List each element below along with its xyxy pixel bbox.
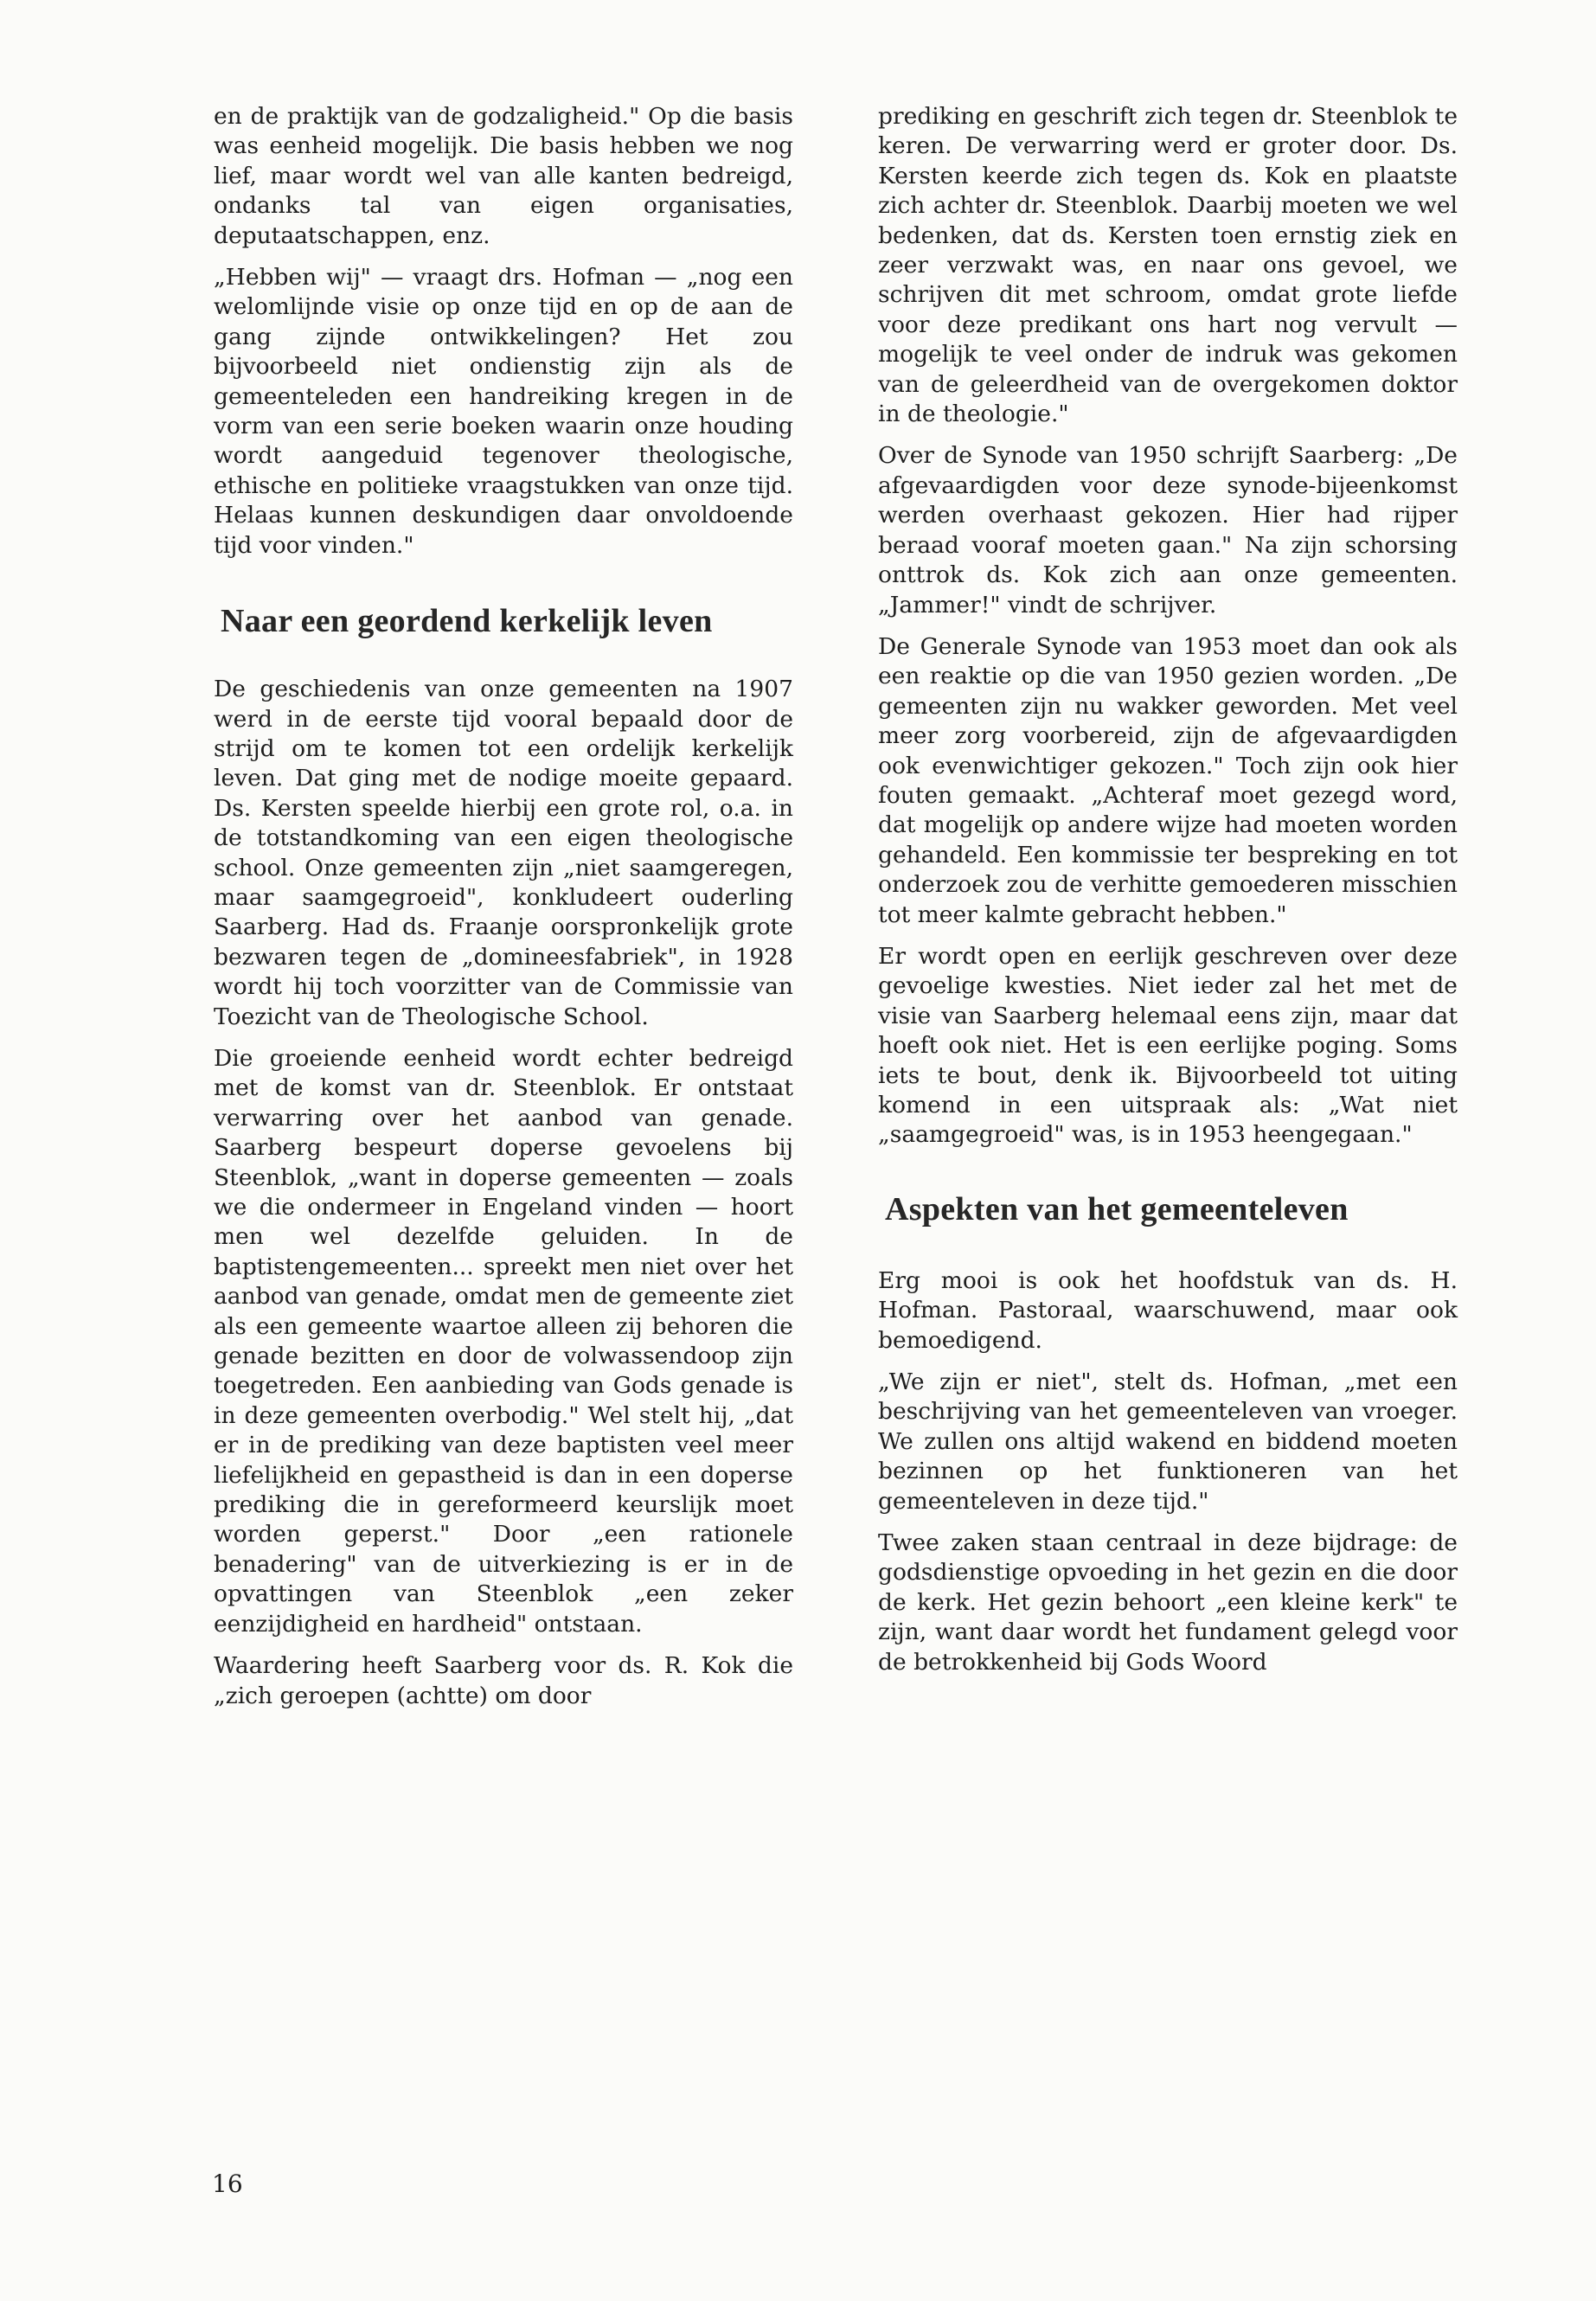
paragraph: „We zijn er niet", stelt ds. Hofman, „met een beschrijving van het gemeenteleven van vroeger. We zullen ons altijd wakend en biddend moeten bezinnen op het funktioneren van het gemeenteleven in deze tijd." — [878, 1368, 1458, 1515]
paragraph: De Generale Synode van 1953 moet dan ook als een reaktie op die van 1950 gezien worden. „De gemeenten zijn nu wakker geworden. Met veel meer zorg voorbereid, zijn de afgevaardigden ook evenwichtiger gekozen." Toch zijn ook hier fouten gemaakt. „Achteraf moet gezegd word, dat mogelijk op andere wijze had moeten worden gehandeld. Een kommissie ter bespreking en tot onderzoek zou de verhitte gemoederen misschien tot meer kalmte gebracht hebben." — [878, 632, 1458, 928]
paragraph: De geschiedenis van onze gemeenten na 1907 werd in de eerste tijd vooral bepaald door de strijd om te komen tot een ordelijk kerkelijk leven. Dat ging met de nodige moeite gepaard. Ds. Kersten speelde hierbij een grote rol, o.a. in de totstandkoming van een eigen theologische school. Onze gemeenten zijn „niet saamgeregen, maar saamgegroeid", konkludeert ouderling Saarberg. Had ds. Fraanje oorspronkelijk grote bezwaren tegen de „domineesfabriek", in 1928 wordt hij toch voorzitter van de Commissie van Toezicht van de Theologische School. — [214, 676, 793, 1030]
paragraph: Over de Synode van 1950 schrijft Saarberg: „De afgevaardigden voor deze synode-bijeenkomst werden overhaast gekozen. Hier had rijper beraad vooraf moeten gaan." Na zijn schorsing onttrok ds. Kok zich aan onze gemeenten. „Jammer!" vindt de schrijver. — [878, 442, 1458, 619]
paragraph: en de praktijk van de godzaligheid." Op die basis was eenheid mogelijk. Die basis hebben we nog lief, maar wordt wel van alle kanten bedreigd, ondanks tal van eigen organisaties, deputaatschappen, enz. — [214, 103, 793, 249]
section-heading: Naar een geordend kerkelijk leven — [221, 603, 713, 640]
paragraph: Die groeiende eenheid wordt echter bedreigd met de komst van dr. Steenblok. Er ontstaat verwarring over het aanbod van genade. Saarberg bespeurt doperse gevoelens bij Steenblok, „want in doperse gemeenten — zoals we die ondermeer in Engeland vinden — hoort men wel dezelfde geluiden. In de baptistengemeenten... spreekt men niet over het aanbod van genade, omdat men de gemeente ziet als een gemeente waartoe alleen zij behoren die genade bezitten en door de volwassendoop zijn toegetreden. Een aanbieding van Gods genade is in deze gemeenten overbodig." Wel stelt hij, „dat er in de prediking van deze baptisten veel meer liefelijkheid en gepastheid is dan in een doperse prediking die in gereformeerd keurslijk moet worden geperst." Door „een rationele benadering" van de uitverkiezing is er in de opvattingen van Steenblok „een zeker eenzijdigheid en hardheid" ontstaan. — [214, 1044, 793, 1638]
paragraph: Er wordt open en eerlijk geschreven over deze gevoelige kwesties. Niet ieder zal het met de visie van Saarberg helemaal eens zijn, maar dat hoeft ook niet. Het is een eerlijke poging. Soms iets te bout, denk ik. Bijvoorbeeld tot uiting komend in een uitspraak als: „Wat niet „saamgegroeid" was, is in 1953 heengegaan." — [878, 942, 1458, 1149]
paragraph: „Hebben wij" — vraagt drs. Hofman — „nog een welomlijnde visie op onze tijd en op de aan de gang zijnde ontwikkelingen? Het zou bijvoorbeeld niet ondienstig zijn als de gemeenteleden een handreiking kregen in de vorm van een serie boeken waarin onze houding wordt aangeduid tegenover theologische, ethische en politieke vraagstukken van onze tijd. Helaas kunnen deskundigen daar onvoldoende tijd voor vinden." — [214, 264, 793, 559]
paragraph: Waardering heeft Saarberg voor ds. R. Kok die „zich geroepen (achtte) om door — [214, 1652, 793, 1709]
page-number: 16 — [212, 2170, 243, 2198]
paragraph: Twee zaken staan centraal in deze bijdrage: de godsdienstige opvoeding in het gezin en die door de kerk. Het gezin behoort „een kleine kerk" te zijn, want daar wordt het fundament gelegd voor de betrokkenheid bij Gods Woord — [878, 1529, 1458, 1676]
section-heading: Aspekten van het gemeenteleven — [885, 1190, 1349, 1227]
paragraph: prediking en geschrift zich tegen dr. Steenblok te keren. De verwarring werd er groter door. Ds. Kersten keerde zich tegen ds. Kok en plaatste zich achter dr. Steenblok. Daarbij moeten we wel bedenken, dat ds. Kersten toen ernstig ziek en zeer verzwakt was, en naar ons gevoel, we schrijven dit met schroom, omdat grote liefde voor deze predikant ons hart nog vervult — mogelijk te veel onder de indruk was gekomen van de geleerdheid van de overgekomen doktor in de theologie." — [878, 103, 1458, 428]
left-column — [214, 102, 793, 1723]
paragraph: Erg mooi is ook het hoofdstuk van ds. H. Hofman. Pastoraal, waarschuwend, maar ook bemoedigend. — [878, 1266, 1458, 1354]
right-column — [878, 102, 1458, 1689]
